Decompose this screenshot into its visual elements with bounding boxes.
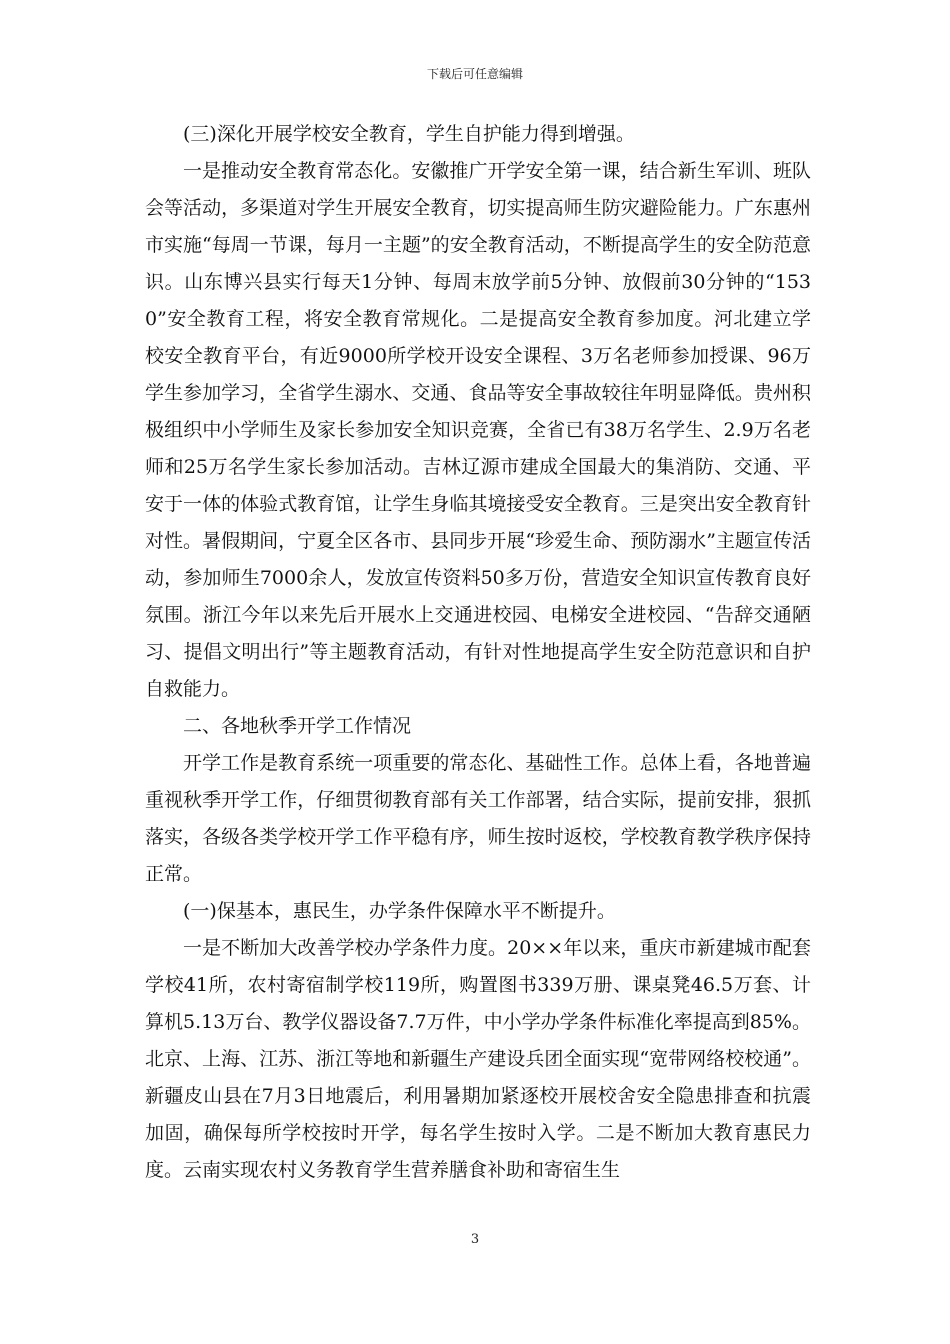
paragraph-autumn-semester-overview: 开学工作是教育系统一项重要的常态化、基础性工作。总体上看，各地普遍重视秋季开学工作，仔细贯彻教育部有关工作部署，结合实际，提前安排，狠抓落实，各级各类学校开学工作平稳有序，师生按时返校，学校教育教学秩序保持正常。 <box>145 752 811 885</box>
document-body <box>145 116 811 1189</box>
section-heading-autumn-semester: 二、各地秋季开学工作情况 <box>183 715 412 737</box>
section-heading-safety-education: (三)深化开展学校安全教育，学生自护能力得到增强。 <box>183 123 635 145</box>
paragraph-safety-education-details: 一是推动安全教育常态化。安徽推广开学安全第一课，结合新生军训、班队会等活动，多渠道对学生开展安全教育，切实提高师生防灾避险能力。广东惠州市实施“每周一节课，每月一主题”的安全教育活动，不断提高学生的安全防范意识。山东博兴县实行每天1分钟、每周末放学前5分钟、放假前30分钟的“1530”安全教育工程，将安全教育常规化。二是提高安全教育参加度。河北建立学校安全教育平台，有近9000所学校开设安全课程、3万名老师参加授课、96万学生参加学习，全省学生溺水、交通、食品等安全事故较往年明显降低。贵州积极组织中小学师生及家长参加安全知识竞赛，全省已有38万名学生、2.9万名老师和25万名学生家长参加活动。吉林辽源市建成全国最大的集消防、交通、平安于一体的体验式教育馆，让学生身临其境接受安全教育。三是突出安全教育针对性。暑假期间，宁夏全区各市、县同步开展“珍爱生命、预防溺水”主题宣传活动，参加师生7000余人，发放宣传资料50多万份，营造安全知识宣传教育良好氛围。浙江今年以来先后开展水上交通进校园、电梯安全进校园、“告辞交通陋习、提倡文明出行”等主题教育活动，有针对性地提高学生安全防范意识和自护自救能力。 <box>145 160 811 700</box>
page-number: 3 <box>470 1232 480 1247</box>
section-heading-school-conditions: (一)保基本，惠民生，办学条件保障水平不断提升。 <box>183 900 616 922</box>
page-header: 下载后可任意编辑 <box>426 67 523 81</box>
paragraph-school-conditions-details: 一是不断加大改善学校办学条件力度。20××年以来，重庆市新建城市配套学校41所，农村寄宿制学校119所，购置图书339万册、课桌凳46.5万套、计算机5.13万台、教学仪器设备7.7万件，中小学办学条件标准化率提高到85%。北京、上海、江苏、浙江等地和新疆生产建设兵团全面实现“宽带网络校校通”。新疆皮山县在7月3日地震后，利用暑期加紧逐校开展校舍安全隐患排查和抗震加固，确保每所学校按时开学，每名学生按时入学。二是不断加大教育惠民力度。云南实现农村义务教育学生营养膳食补助和寄宿生生 <box>145 937 811 1181</box>
